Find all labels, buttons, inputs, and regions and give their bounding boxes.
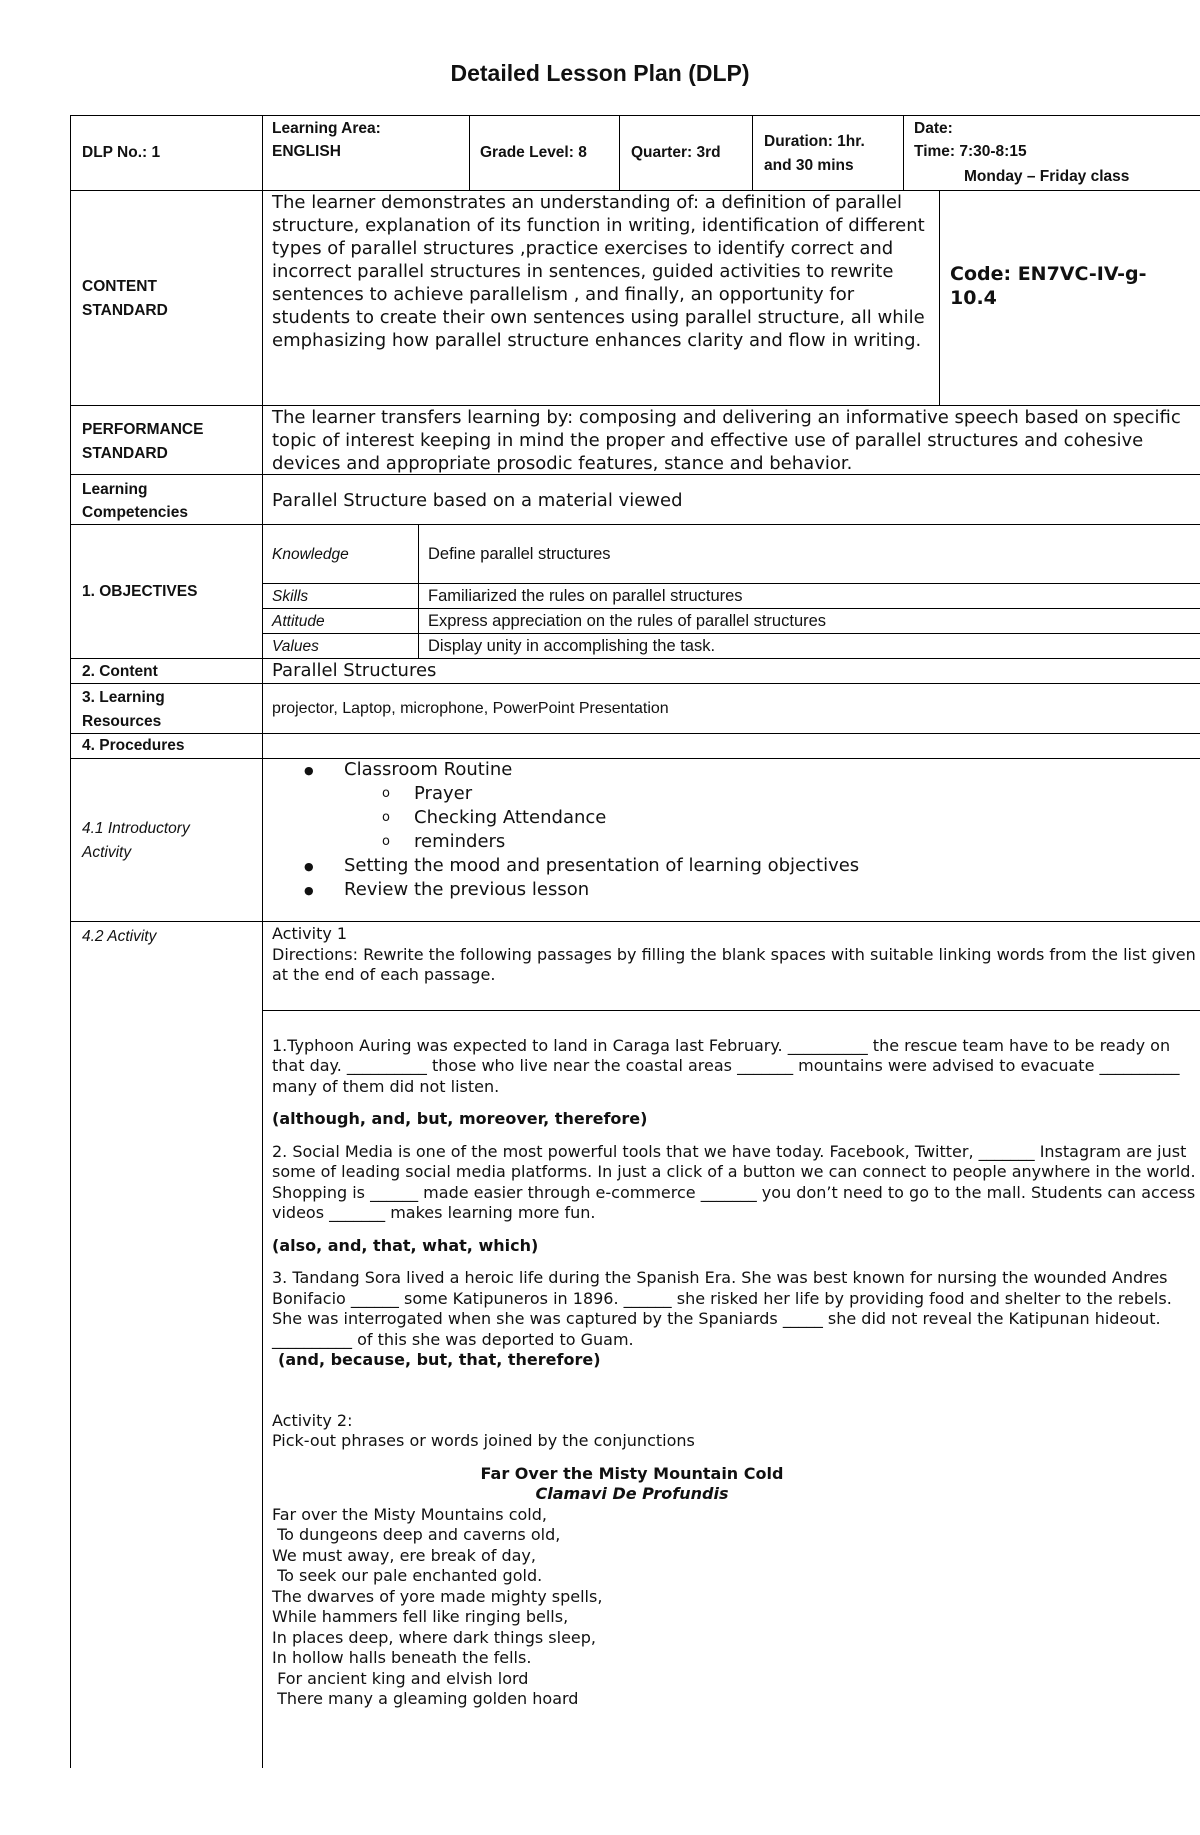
duration-line1: Duration: 1hr. <box>764 133 865 150</box>
performance-standard-text: The learner transfers learning by: composing and delivering an informative speech based on specific topic of interest keeping in mind the proper and effective use of parallel structures and cohesive devices and appropriate prosodic features, stance and behavior. <box>272 407 1181 474</box>
choices-2: (also, and, that, what, which) <box>272 1235 539 1255</box>
passage-2: 2. Social Media is one of the most powerful tools that we have today. Facebook, Twitter, _______ Instagram are just some of leading social media platforms. In just a click of a button we can connect to people anywhere in the world. Shopping is ______ made easier through e-commerce _______ you don’t need to go to the mall. Students can access videos _______ makes learning more fun. <box>272 1141 1196 1222</box>
passage-3: 3. Tandang Sora lived a heroic life during the Spanish Era. She was best known for nursing the wounded Andres Bonifacio ______ some Katipuneros in 1896. ______ she risked her life by providing food and shelter to the rebels. She was interrogated when she was captured by the Spaniards _____ she did not reveal the Katipunan hideout. __________ of this she was deported to Guam. <box>272 1268 1172 1349</box>
poem-line: In places deep, where dark things sleep, <box>272 1627 596 1647</box>
content-label: 2. Content <box>82 663 158 680</box>
procedures-label: 4. Procedures <box>82 737 185 754</box>
list-item: ● Setting the mood and presentation of learning objectives <box>272 854 1192 878</box>
learning-resources-text: projector, Laptop, microphone, PowerPoint Presentation <box>272 700 669 717</box>
poem-line: In hollow halls beneath the fells. <box>272 1648 532 1667</box>
poem-title: Far Over the Misty Mountain Cold <box>480 1463 784 1483</box>
date-label: Date: <box>914 120 953 137</box>
content-standard-label: CONTENT STANDARD <box>82 278 168 319</box>
list-item: ● Review the previous lesson <box>272 878 1192 902</box>
introductory-activity-label: 4.1 Introductory Activity <box>82 820 190 861</box>
activity1-directions: Directions: Rewrite the following passages by filling the blank spaces with suitable linking words from the list given at the end of each passage. <box>272 944 1196 984</box>
learning-competencies-text: Parallel Structure based on a material viewed <box>272 490 683 511</box>
learning-competencies-label: Learning Competencies <box>82 481 188 521</box>
performance-standard-label: PERFORMANCE STANDARD <box>82 421 204 462</box>
objective-domain: Knowledge <box>272 546 349 563</box>
content-standard-text: The learner demonstrates an understanding of: a definition of parallel structure, explanation of its function in writing, identification of different types of parallel structures ,practice exercises to identify correct and incorrect parallel structures in sentences, guided activities to rewrite sentences to achieve parallelism , and finally, an opportunity for students to create their own sentences using parallel structure, all while emphasizing how parallel structure enhances clarity and flow in writing. <box>272 192 925 351</box>
objective-text: Express appreciation on the rules of parallel structures <box>428 612 827 630</box>
poem-line: We must away, ere break of day, <box>272 1545 536 1565</box>
learning-area-label: Learning Area: <box>272 120 381 137</box>
objective-text: Define parallel structures <box>428 545 611 563</box>
introductory-activity-list <box>272 758 1192 902</box>
choices-3: (and, because, but, that, therefore) <box>278 1350 601 1369</box>
list-item: ● Classroom Routine <box>272 758 1192 782</box>
choices-1: (although, and, but, moreover, therefore) <box>272 1109 648 1128</box>
poem-line: To dungeons deep and caverns old, <box>272 1525 561 1544</box>
list-item: o Prayer <box>272 782 1192 806</box>
poem-line: For ancient king and elvish lord <box>272 1668 529 1688</box>
activity-label: 4.2 Activity <box>82 928 157 945</box>
poem-line: To seek our pale enchanted gold. <box>272 1566 543 1585</box>
content-text: Parallel Structures <box>272 660 437 681</box>
list-item: o Checking Attendance <box>272 806 1192 830</box>
competency-code: Code: EN7VC-IV-g- 10.4 <box>950 263 1147 309</box>
grade-level: Grade Level: 8 <box>480 144 587 161</box>
duration-line2: and 30 mins <box>764 157 854 174</box>
time: Time: 7:30-8:15 <box>914 143 1027 160</box>
class-days: Monday – Friday class <box>964 168 1130 185</box>
poem-subtitle: Clamavi De Profundis <box>535 1484 729 1503</box>
poem-line: While hammers fell like ringing bells, <box>272 1607 569 1626</box>
passage-1: 1.Typhoon Auring was expected to land in Caraga last February. __________ the rescue team have to be ready on that day. __________ those who live near the coastal areas _______ mountains were advised to evacuate __________ many of them did not listen. <box>272 1035 1180 1096</box>
objectives-label: 1. OBJECTIVES <box>82 583 198 600</box>
learning-area-value: ENGLISH <box>272 143 341 160</box>
poem-line: There many a gleaming golden hoard <box>272 1689 579 1708</box>
objective-domain: Values <box>272 638 319 655</box>
poem-line: Far over the Misty Mountains cold, <box>272 1504 547 1524</box>
activity2-title: Activity 2: <box>272 1410 353 1430</box>
activity2-instruction: Pick-out phrases or words joined by the conjunctions <box>272 1431 695 1450</box>
list-item: o reminders <box>272 830 1192 854</box>
poem-line: The dwarves of yore made mighty spells, <box>272 1586 603 1606</box>
activity1-title: Activity 1 <box>272 924 348 943</box>
objective-text: Familiarized the rules on parallel structures <box>428 587 743 605</box>
objective-text: Display unity in accomplishing the task. <box>428 637 716 655</box>
objective-domain: Skills <box>272 588 309 605</box>
activity-content <box>272 924 1198 1710</box>
dlp-number: DLP No.: 1 <box>82 144 161 161</box>
learning-resources-label: 3. Learning Resources <box>82 689 165 730</box>
page-title: Detailed Lesson Plan (DLP) <box>450 60 750 86</box>
objective-domain: Attitude <box>272 613 325 630</box>
quarter: Quarter: 3rd <box>631 144 721 161</box>
